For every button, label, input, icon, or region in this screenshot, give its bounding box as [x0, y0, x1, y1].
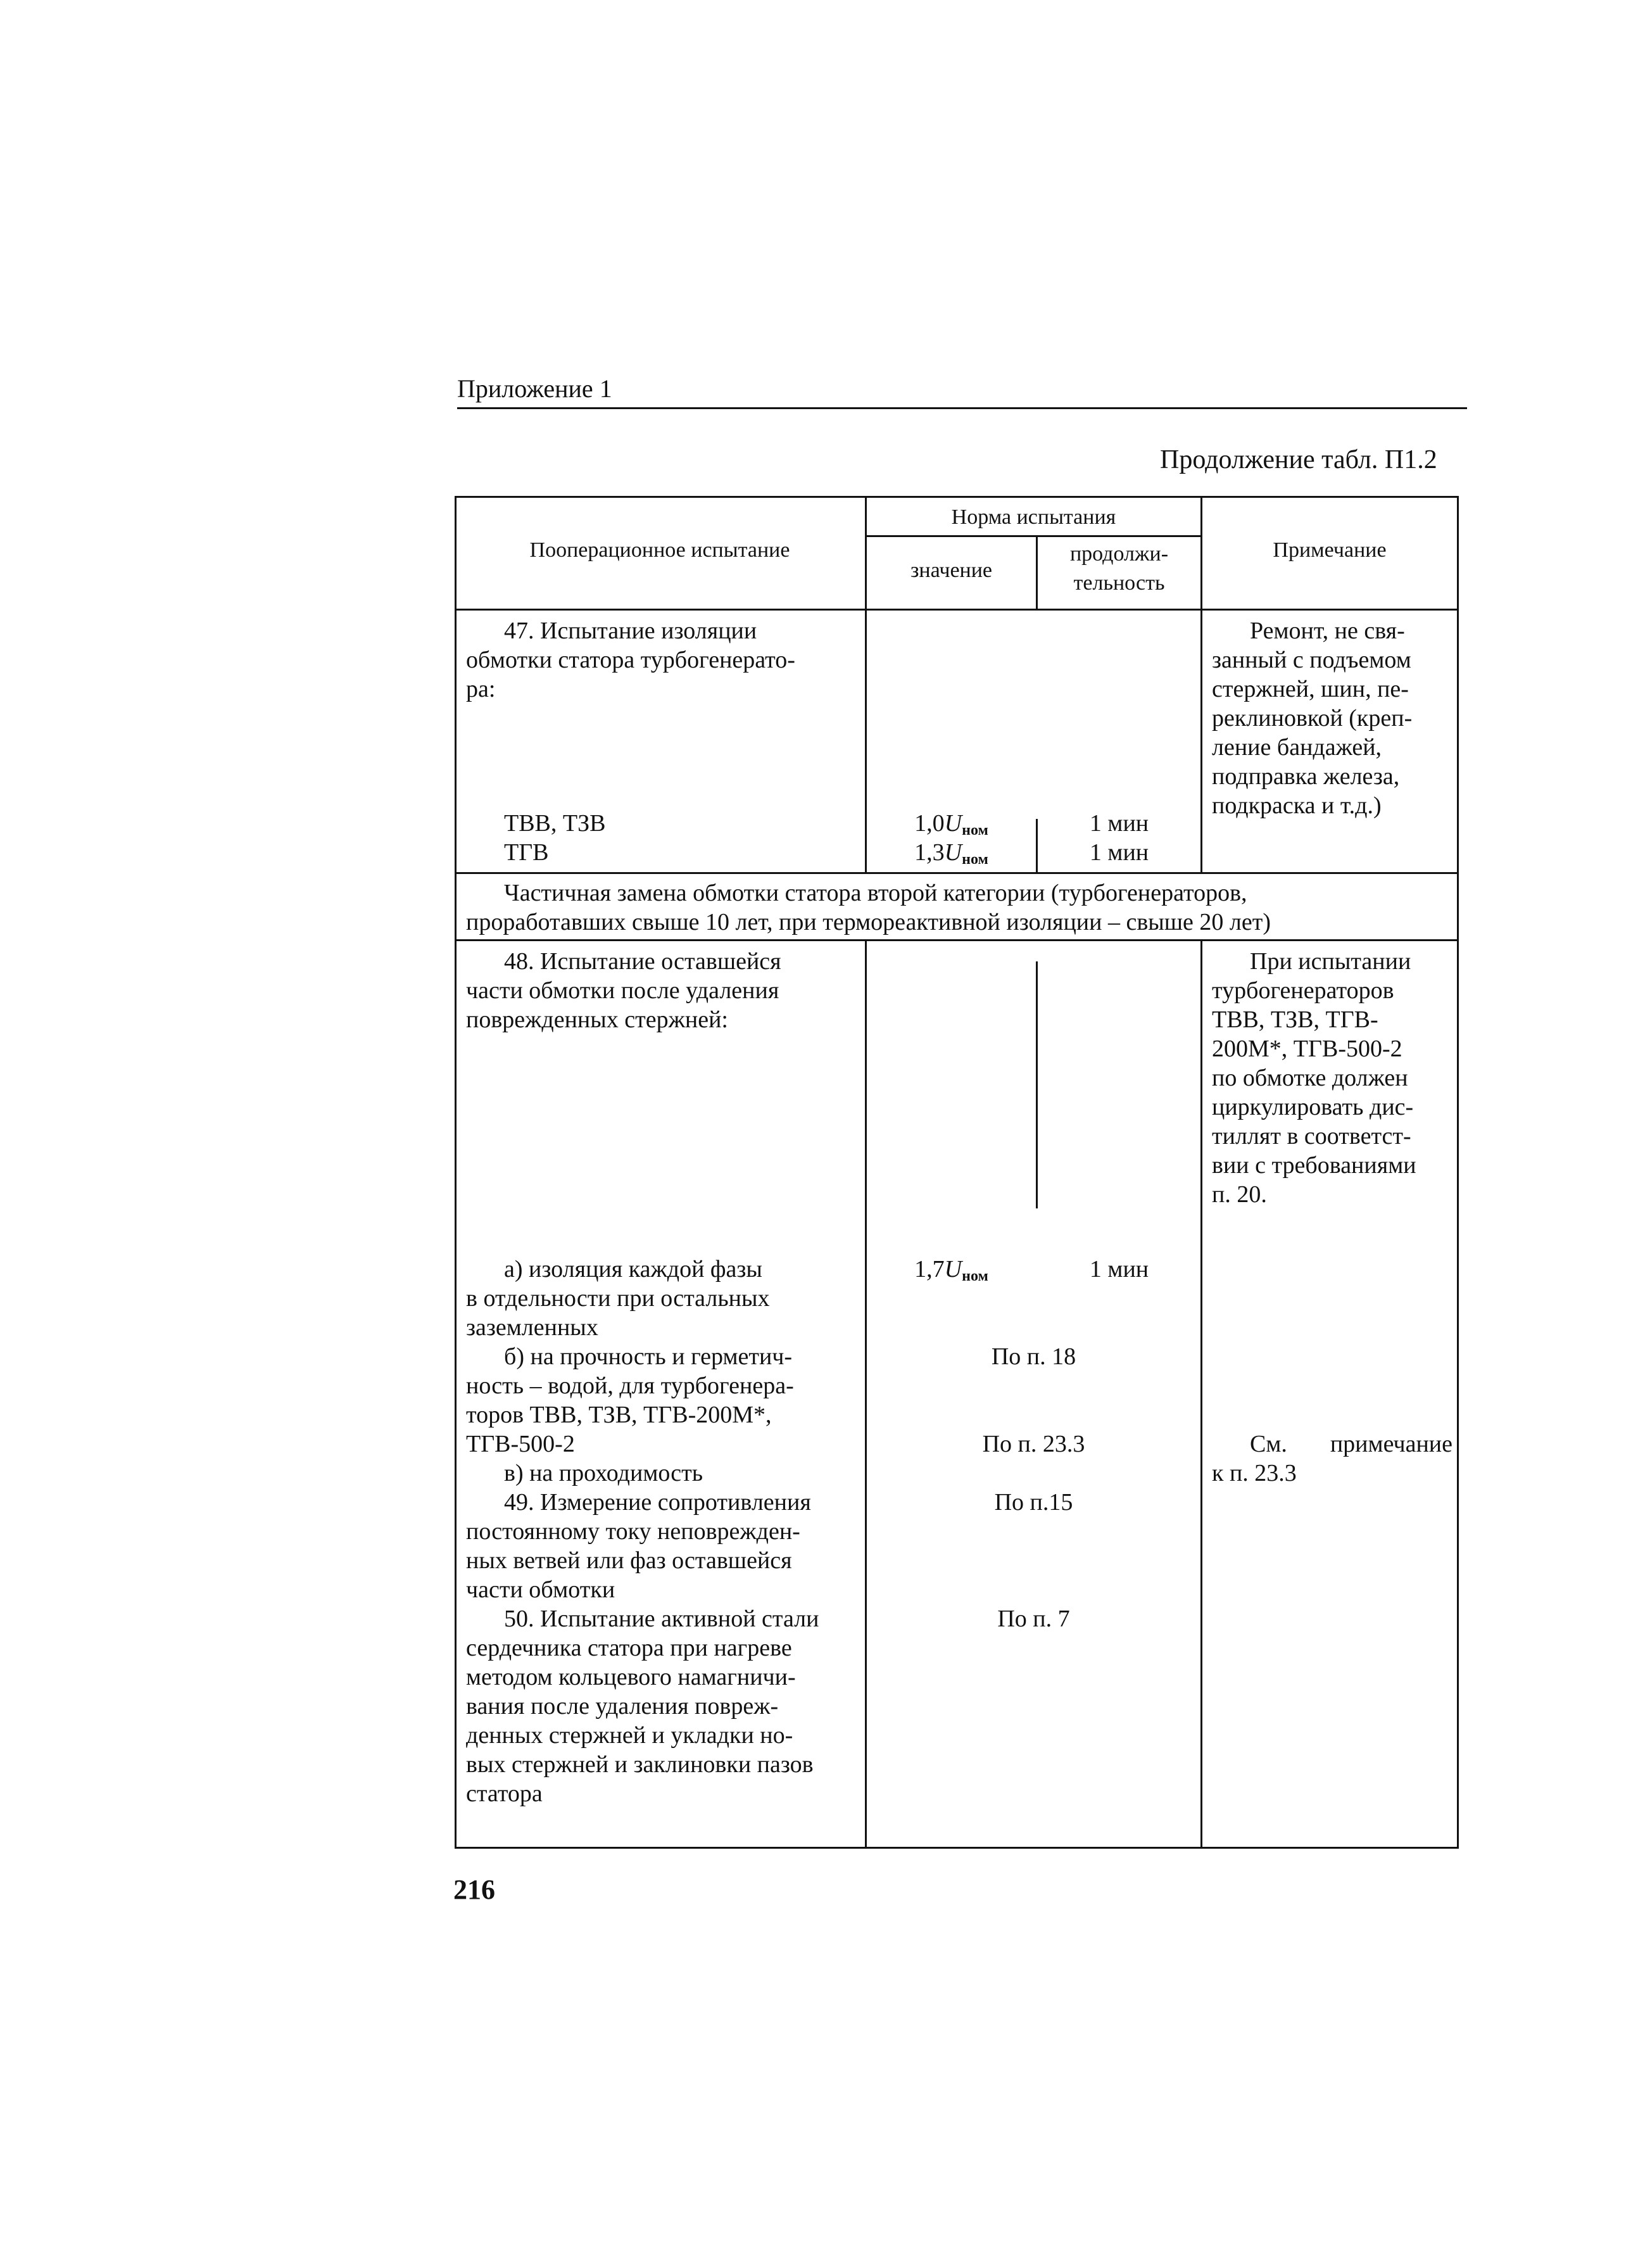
value-prefix: 1,0: [914, 810, 945, 837]
text-line: 50. Испытание активной стали: [504, 1606, 819, 1632]
table-border-right: [1457, 496, 1459, 1849]
text-line: ТВВ, ТЗВ, ТГВ-: [1212, 1006, 1378, 1033]
section-partial-replacement: [466, 878, 1454, 937]
text-line: ных ветвей или фаз оставшейся: [466, 1547, 792, 1574]
note-see-word: См.: [1250, 1431, 1287, 1457]
page-number: 216: [453, 1874, 495, 1905]
text-line: 48. Испытание оставшейся: [504, 948, 781, 975]
text-line: обмотки статора турбогенерато-: [466, 647, 795, 673]
text-line: а) изоляция каждой фазы: [504, 1256, 762, 1283]
row-48-note: [1212, 947, 1452, 1209]
row-48-b-test: [466, 1342, 865, 1459]
voltage-subscript: ном: [962, 851, 988, 868]
text-line: стержней, шин, пе-: [1212, 676, 1409, 702]
text-line: в отдельности при остальных: [466, 1285, 770, 1312]
header-note: Примечание: [1273, 538, 1387, 562]
text-line: б) на прочность и герметич-: [504, 1343, 793, 1370]
text-line: статора: [466, 1780, 543, 1807]
text-line: ность – водой, для турбогенера-: [466, 1372, 794, 1399]
text-line: ление бандажей,: [1212, 734, 1382, 761]
text-line: циркулировать дис-: [1212, 1094, 1414, 1120]
row-48-b-norm: По п. 18: [991, 1343, 1076, 1370]
voltage-symbol: U: [944, 839, 962, 866]
text-line: поврежденных стержней:: [466, 1006, 728, 1033]
text-line: заземленных: [466, 1314, 598, 1341]
header-value: значение: [910, 559, 993, 582]
voltage-subscript: ном: [962, 822, 988, 839]
row-47-note: [1212, 616, 1452, 820]
row-47-sub-tvv-duration: 1 мин: [1089, 810, 1149, 837]
text-line: 47. Испытание изоляции: [504, 618, 757, 644]
text-line: Частичная замена обмотки статора второй категории (турбогенераторов,: [504, 880, 1247, 906]
appendix-title: Приложение 1: [457, 374, 612, 403]
text-line: [1212, 1429, 1452, 1459]
header-subdivider: [865, 535, 1202, 537]
row-48-v-test: в) на проходимость: [504, 1460, 703, 1486]
voltage-subscript: ном: [962, 1268, 988, 1284]
text-line: проработавших свыше 10 лет, при термореактивной изоляции – свыше 20 лет): [466, 909, 1271, 935]
header-norm: Норма испытания: [951, 505, 1116, 529]
text-line: вания после удаления повреж-: [466, 1693, 779, 1720]
text-line: вых стержней и заклиновки пазов: [466, 1751, 814, 1778]
text-line: тиллят в соответст-: [1212, 1123, 1411, 1150]
text-line: части обмотки: [466, 1576, 615, 1603]
text-line: денных стержней и укладки но-: [466, 1722, 793, 1749]
text-line: к п. 23.3: [1212, 1460, 1297, 1486]
text-line: по обмотке должен: [1212, 1065, 1408, 1091]
header-duration-line-1: продолжи-: [1069, 542, 1169, 566]
text-line: турбогенераторов: [1212, 977, 1394, 1004]
row-48-v-norm: По п. 23.3: [982, 1431, 1085, 1457]
header-duration-line-2: тельность: [1073, 571, 1165, 595]
text-line: сердечника статора при нагреве: [466, 1635, 792, 1661]
column-divider-1: [865, 939, 867, 1849]
table-border-left: [455, 496, 457, 1849]
table-border-top: [455, 496, 1459, 498]
column-divider-2: [1036, 961, 1038, 1208]
text-line: занный с подъемом: [1212, 647, 1411, 673]
row-48-test: [466, 947, 865, 1034]
table-border-bottom: [455, 1847, 1459, 1849]
row-47-test: [466, 616, 865, 704]
row-48-a-duration: 1 мин: [1089, 1256, 1149, 1283]
row-47-sub-tgv-duration: 1 мин: [1089, 839, 1149, 866]
note-remark-word: примечание: [1330, 1431, 1452, 1457]
voltage-symbol: U: [944, 1256, 962, 1283]
value-prefix: 1,3: [914, 839, 945, 866]
section-bottom-rule: [455, 939, 1459, 941]
row-49-norm: По п.15: [994, 1489, 1073, 1516]
text-line: 49. Измерение сопротивления: [504, 1489, 811, 1516]
row-48-a-test: [466, 1255, 865, 1342]
table-continuation-caption: Продолжение табл. П1.2: [1160, 445, 1437, 474]
text-line: Ремонт, не свя-: [1250, 618, 1405, 644]
row-50-test: [466, 1604, 865, 1808]
column-divider-3: [1200, 939, 1202, 1849]
text-line: части обмотки после удаления: [466, 977, 779, 1004]
row-47-sub-tvv-label: ТВВ, ТЗВ: [504, 810, 606, 837]
text-line: торов ТВВ, ТЗВ, ТГВ-200М*,: [466, 1402, 772, 1428]
text-line: реклиновкой (креп-: [1212, 705, 1413, 732]
header-bottom-rule: [455, 609, 1459, 611]
text-line: подправка железа,: [1212, 763, 1400, 790]
text-line: ра:: [466, 676, 496, 702]
text-line: При испытании: [1250, 948, 1411, 975]
row-49-test: [466, 1488, 865, 1604]
voltage-symbol: U: [944, 810, 962, 837]
text-line: ТГВ-500-2: [466, 1431, 575, 1457]
header-test: Пооперационное испытание: [529, 538, 790, 562]
row-48-a-value: [867, 1255, 1036, 1291]
text-line: методом кольцевого намагничи-: [466, 1664, 796, 1690]
text-line: подкраска и т.д.): [1212, 792, 1382, 819]
row-50-norm: По п. 7: [997, 1606, 1070, 1632]
text-line: 200М*, ТГВ-500-2: [1212, 1036, 1402, 1062]
text-line: п. 20.: [1212, 1181, 1267, 1208]
value-prefix: 1,7: [914, 1256, 945, 1283]
text-line: вии с требованиями: [1212, 1152, 1416, 1179]
row-47-sub-tgv-label: ТГВ: [504, 839, 549, 866]
header-rule: [457, 407, 1467, 409]
norms-table: [455, 496, 1459, 1849]
row-47-sub-tgv-value: [867, 838, 1036, 874]
row-48-v-note: [1212, 1429, 1452, 1488]
text-line: постоянному току неповрежден-: [466, 1518, 800, 1545]
